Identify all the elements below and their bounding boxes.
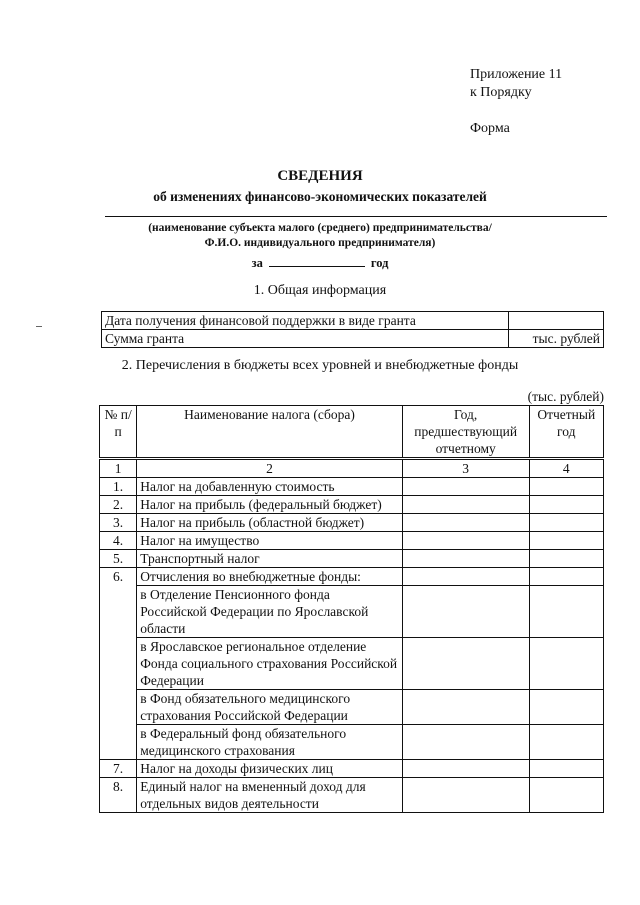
report-year-cell[interactable] — [529, 496, 603, 514]
subject-caption-line-2: Ф.И.О. индивидуального предпринимателя) — [204, 237, 436, 249]
section1-heading: 1. Общая информация — [253, 283, 387, 298]
table-row — [100, 568, 604, 586]
row-name: Транспортный налог — [137, 550, 403, 568]
prev-year-cell[interactable] — [402, 568, 529, 586]
row-name: Налог на имущество — [137, 532, 403, 550]
document-subtitle: об изменениях финансово-экономических показателей — [153, 189, 487, 204]
row-name: Налог на прибыль (областной бюджет) — [137, 514, 403, 532]
row-name: Налог на доходы физических лиц — [137, 760, 403, 778]
grant-amount-label: Сумма гранта — [102, 330, 509, 348]
order-label: к Порядку — [470, 85, 532, 100]
report-year-cell[interactable] — [529, 638, 603, 690]
table-row — [100, 586, 604, 638]
col-header-num: № п/п — [100, 406, 137, 459]
general-info-table — [101, 311, 604, 348]
report-year-cell[interactable] — [529, 478, 603, 496]
prev-year-cell[interactable] — [402, 760, 529, 778]
col-number: 3 — [402, 459, 529, 478]
prev-year-cell[interactable] — [402, 725, 529, 760]
col-header-name: Наименование налога (сбора) — [137, 406, 403, 459]
row-num: 1. — [100, 478, 137, 496]
grant-amount-unit[interactable]: тыс. рублей — [509, 330, 604, 348]
prev-year-cell[interactable] — [402, 514, 529, 532]
row-num: 4. — [100, 532, 137, 550]
table-row — [100, 496, 604, 514]
report-year-cell[interactable] — [529, 690, 603, 725]
table-row — [100, 778, 604, 813]
row-name: Налог на добавленную стоимость — [137, 478, 403, 496]
prev-year-cell[interactable] — [402, 550, 529, 568]
table-row — [100, 760, 604, 778]
period-suffix: год — [370, 256, 389, 270]
report-year-cell[interactable] — [529, 514, 603, 532]
period-year-field[interactable] — [269, 254, 365, 267]
col-number: 1 — [100, 459, 137, 478]
table-header-row — [100, 406, 604, 459]
col-number: 2 — [137, 459, 403, 478]
report-year-cell[interactable] — [529, 725, 603, 760]
row-name: в Федеральный фонд обязательного медицинского страхования — [137, 725, 403, 760]
row-name: в Ярославское региональное отделение Фонда социального страхования Российской Федерации — [137, 638, 403, 690]
table-row — [100, 478, 604, 496]
row-name: Единый налог на вмененный доход для отдельных видов деятельности — [137, 778, 403, 813]
row-name: Отчисления во внебюджетные фонды: — [137, 568, 403, 586]
report-year-cell[interactable] — [529, 586, 603, 638]
grant-date-value[interactable] — [509, 312, 604, 330]
report-year-cell[interactable] — [529, 778, 603, 813]
grant-date-label: Дата получения финансовой поддержки в виде гранта — [102, 312, 509, 330]
prev-year-cell[interactable] — [402, 778, 529, 813]
table-row — [100, 638, 604, 690]
report-year-cell[interactable] — [529, 532, 603, 550]
unit-label: (тыс. рублей) — [527, 389, 604, 404]
row-name: в Отделение Пенсионного фонда Российской Федерации по Ярославской области — [137, 586, 403, 638]
form-label: Форма — [470, 121, 510, 136]
row-num: 3. — [100, 514, 137, 532]
prev-year-cell[interactable] — [402, 478, 529, 496]
document-title: СВЕДЕНИЯ — [277, 168, 363, 184]
table-row — [102, 330, 604, 348]
prev-year-cell[interactable] — [402, 532, 529, 550]
period-prefix: за — [251, 256, 263, 270]
prev-year-cell[interactable] — [402, 496, 529, 514]
col-header-prev-year: Год, предшествующий отчетному — [402, 406, 529, 459]
table-row — [100, 550, 604, 568]
scan-mark — [36, 326, 42, 327]
prev-year-cell[interactable] — [402, 586, 529, 638]
row-name: Налог на прибыль (федеральный бюджет) — [137, 496, 403, 514]
subject-caption-line-1: (наименование субъекта малого (среднего) предпринимательства/ — [148, 222, 492, 234]
table-row — [100, 532, 604, 550]
header-corner — [470, 66, 562, 138]
table-row — [100, 690, 604, 725]
prev-year-cell[interactable] — [402, 690, 529, 725]
appendix-label: Приложение 11 — [470, 67, 563, 82]
row-num: 8. — [100, 778, 137, 813]
row-num: 2. — [100, 496, 137, 514]
report-year-cell[interactable] — [529, 568, 603, 586]
prev-year-cell[interactable] — [402, 638, 529, 690]
column-numbers-row — [100, 459, 604, 478]
col-header-report-year: Отчетный год — [529, 406, 603, 459]
section2-heading: 2. Перечисления в бюджеты всех уровней и внебюджетные фонды — [121, 358, 519, 373]
table-row — [102, 312, 604, 330]
col-number: 4 — [529, 459, 603, 478]
row-num: 7. — [100, 760, 137, 778]
row-name: в Фонд обязательного медицинского страхования Российской Федерации — [137, 690, 403, 725]
table-row — [100, 514, 604, 532]
report-year-cell[interactable] — [529, 760, 603, 778]
row-num: 6. — [100, 568, 137, 760]
payments-table — [99, 405, 604, 813]
report-year-cell[interactable] — [529, 550, 603, 568]
table-row — [100, 725, 604, 760]
row-num: 5. — [100, 550, 137, 568]
subject-name-line[interactable] — [105, 216, 607, 217]
period-line — [0, 254, 640, 271]
